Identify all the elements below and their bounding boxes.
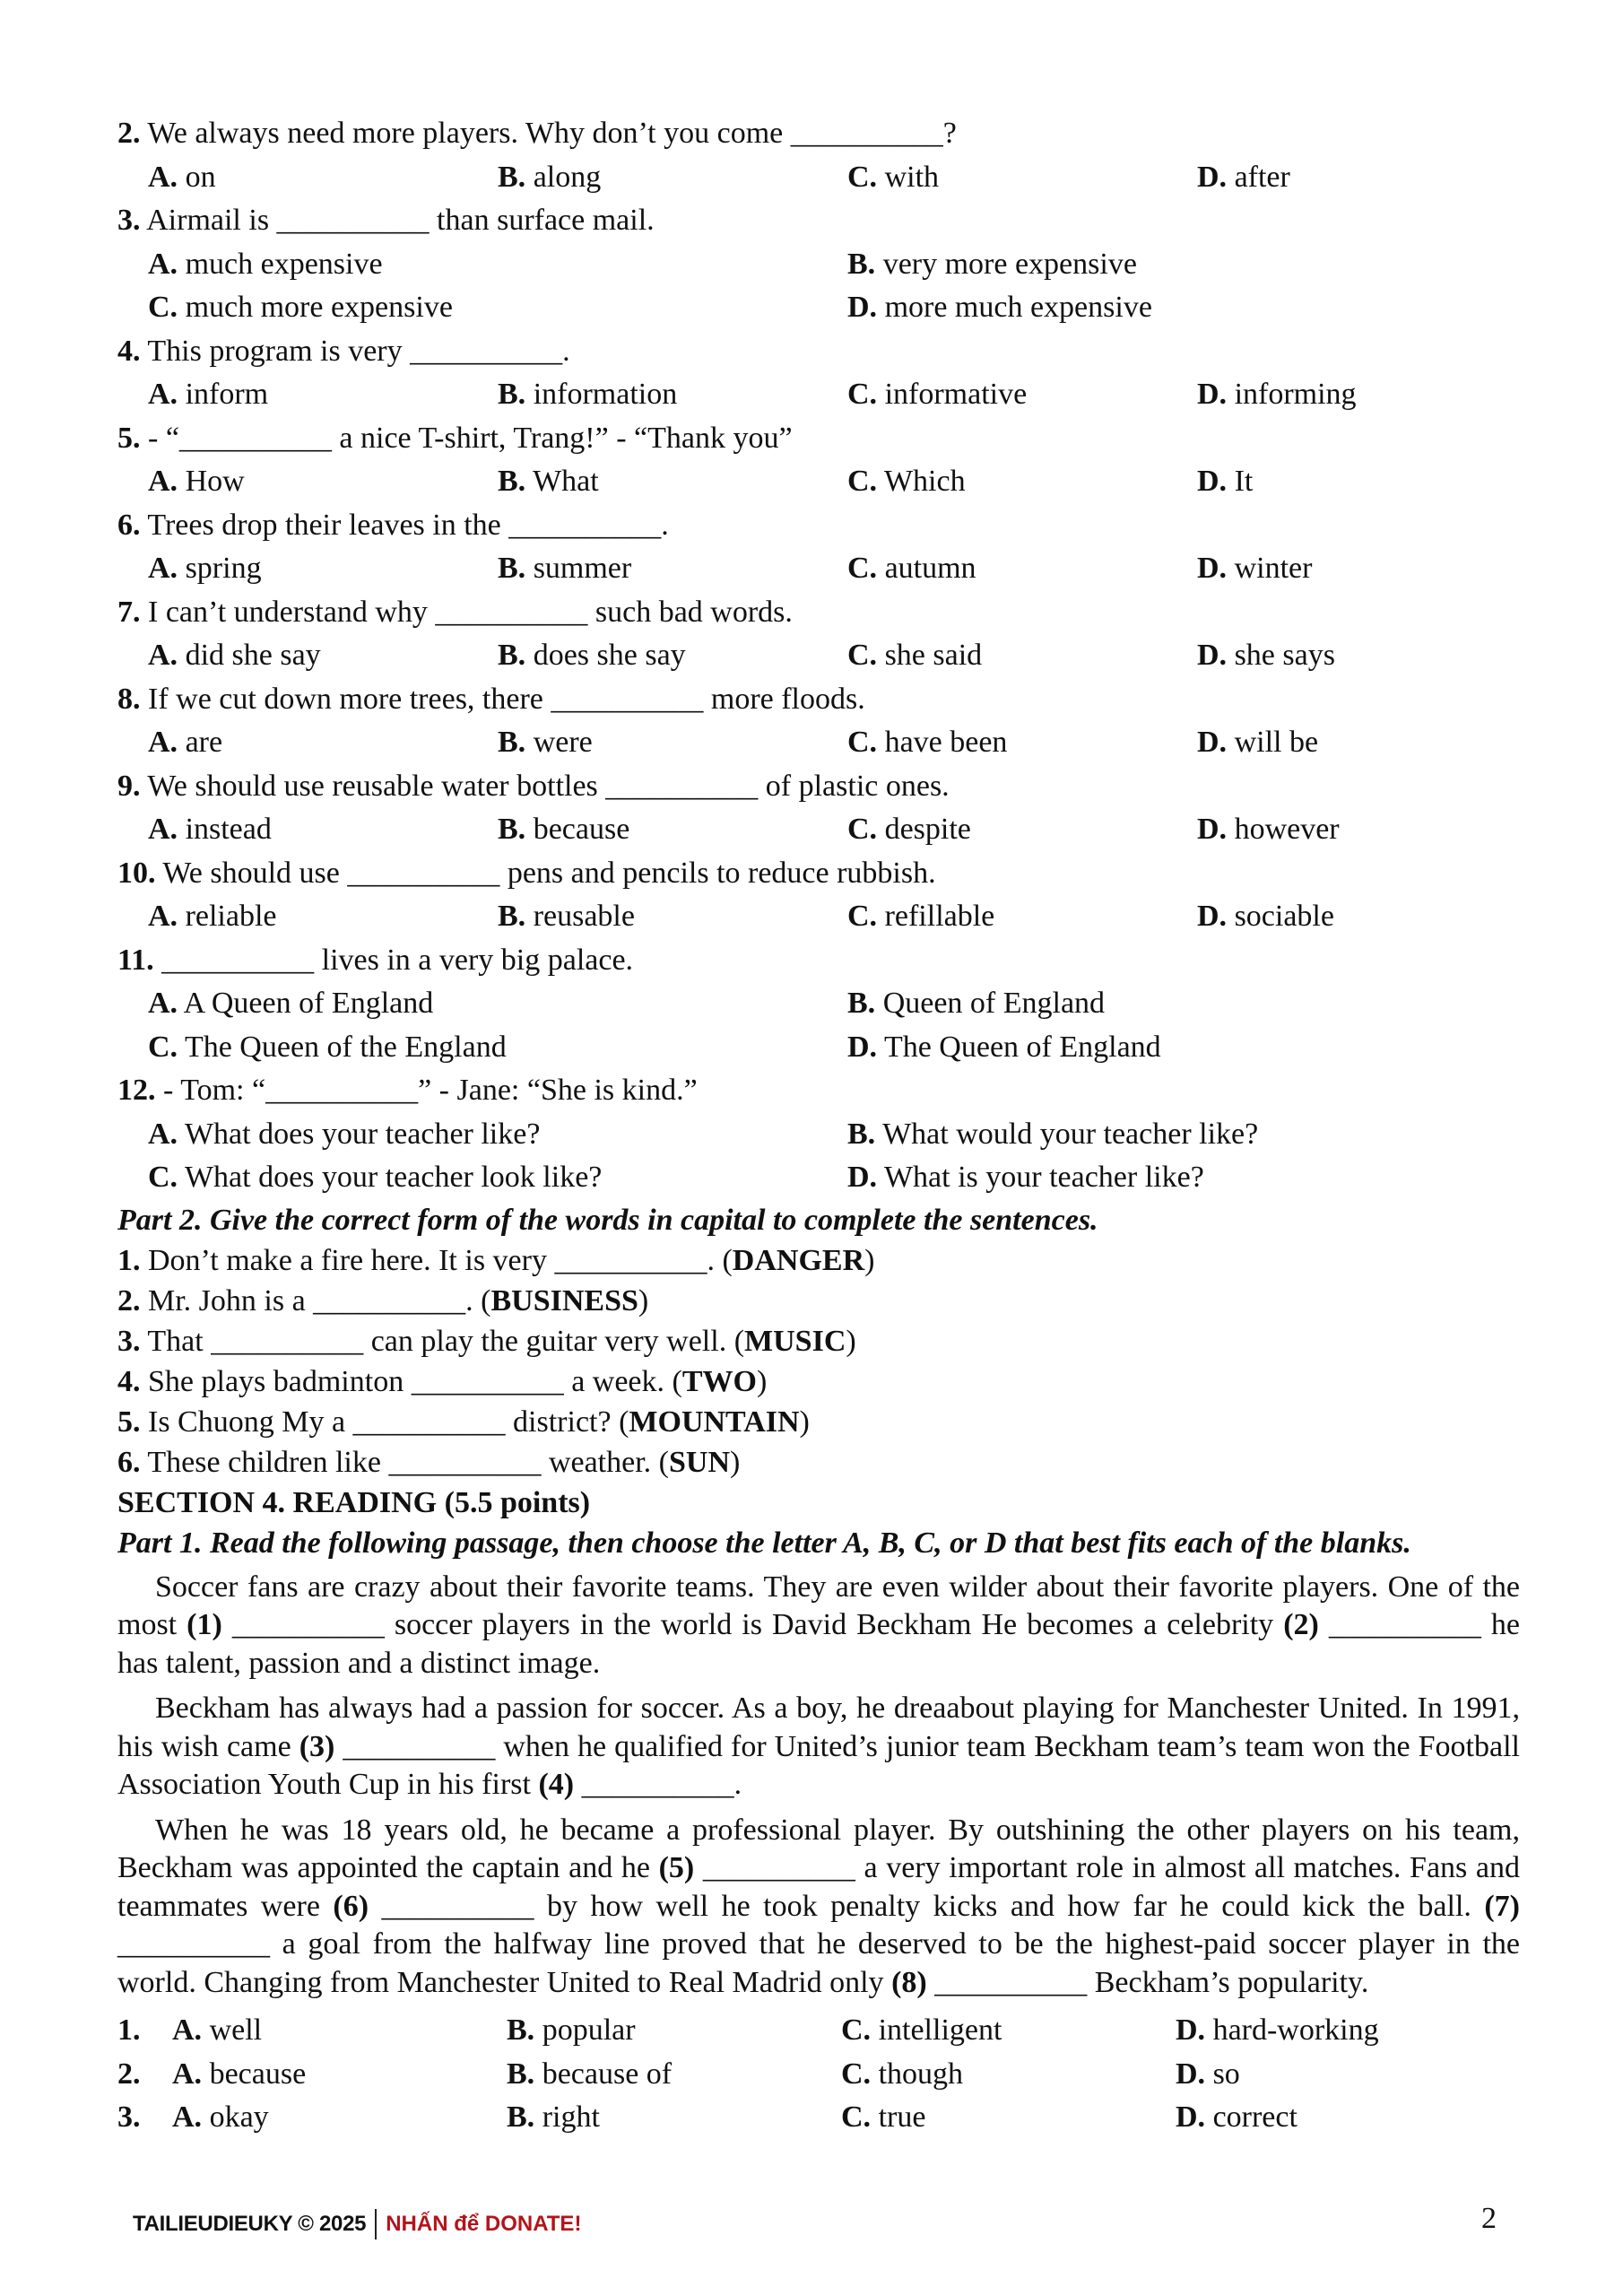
option-letter: D. bbox=[1197, 726, 1228, 759]
option-d: D. It bbox=[1197, 465, 1254, 498]
option-letter: A. bbox=[172, 2057, 203, 2091]
question-stem: 7. I can’t understand why __________ such bad words. bbox=[117, 595, 793, 629]
blank-number: (8) bbox=[891, 1965, 927, 1999]
option-a: A. are bbox=[148, 726, 223, 759]
option-letter: C. bbox=[148, 1161, 178, 1194]
option-c: C. with bbox=[847, 160, 940, 194]
option-letter: D. bbox=[847, 291, 878, 324]
option-letter: D. bbox=[1176, 2057, 1206, 2091]
option-letter: A. bbox=[148, 900, 178, 933]
option-a: A. much expensive bbox=[148, 247, 383, 281]
reading-question-row bbox=[117, 2053, 1520, 2097]
option-a: A. instead bbox=[148, 813, 272, 846]
option-letter: B. bbox=[507, 2100, 535, 2134]
capital-word: SUN bbox=[669, 1445, 731, 1479]
question-stem: 12. - Tom: “__________” - Jane: “She is kind.” bbox=[117, 1074, 698, 1107]
options-row bbox=[117, 547, 1520, 591]
option-c: C. though bbox=[841, 2057, 964, 2091]
option-a: A. well bbox=[172, 2013, 263, 2047]
question-stem: 3. Airmail is __________ than surface mail. bbox=[117, 204, 655, 237]
reading-part1-heading: Part 1. Read the following passage, then choose the letter A, B, C, or D that best fits each of the blanks. bbox=[117, 1526, 1411, 1560]
option-letter: C. bbox=[847, 639, 878, 672]
option-c: C. much more expensive bbox=[148, 291, 453, 324]
question-stem: 9. We should use reusable water bottles __________ of plastic ones. bbox=[117, 769, 950, 803]
option-a: A. because bbox=[172, 2057, 307, 2091]
option-b: B. summer bbox=[498, 552, 632, 585]
option-a: A. How bbox=[148, 465, 245, 498]
part2-items bbox=[117, 1240, 1520, 1483]
option-b: B. were bbox=[498, 726, 593, 759]
question-number: 8. bbox=[117, 682, 141, 716]
option-letter: A. bbox=[148, 552, 178, 585]
option-b: B. Queen of England bbox=[847, 987, 1106, 1020]
option-letter: A. bbox=[148, 465, 178, 498]
option-c: C. What does your teacher look like? bbox=[148, 1161, 603, 1194]
question-number: 1. bbox=[117, 2013, 141, 2047]
option-letter: B. bbox=[847, 1117, 876, 1151]
option-c: C. The Queen of the England bbox=[148, 1030, 507, 1064]
donate-link[interactable]: NHẤN để DONATE! bbox=[386, 2212, 582, 2236]
option-letter: D. bbox=[847, 1030, 878, 1064]
option-letter: B. bbox=[498, 160, 526, 194]
question-number: 6. bbox=[117, 508, 141, 542]
option-letter: A. bbox=[148, 987, 178, 1020]
blank-number: (1) bbox=[187, 1608, 222, 1641]
question-stem: 6. Trees drop their leaves in the __________. bbox=[117, 508, 669, 542]
option-d: D. so bbox=[1176, 2057, 1240, 2091]
option-letter: D. bbox=[1197, 813, 1228, 846]
question-number: 11. bbox=[117, 943, 154, 977]
option-letter: A. bbox=[148, 639, 178, 672]
option-d: D. will be bbox=[1197, 726, 1319, 759]
option-letter: A. bbox=[148, 247, 178, 281]
options-row bbox=[117, 721, 1520, 765]
word-form-item: 4. She plays badminton __________ a week. (TWO) bbox=[117, 1364, 768, 1398]
option-letter: C. bbox=[841, 2057, 872, 2091]
options-row bbox=[117, 373, 1520, 417]
option-b: B. because of bbox=[507, 2057, 673, 2091]
options-row bbox=[117, 982, 1520, 1026]
question-number: 12. bbox=[117, 1074, 156, 1107]
option-letter: B. bbox=[507, 2057, 535, 2091]
options-row bbox=[117, 1113, 1520, 1157]
word-form-item: 6. These children like __________ weather. (SUN) bbox=[117, 1445, 741, 1479]
option-letter: B. bbox=[498, 900, 526, 933]
option-letter: C. bbox=[847, 378, 878, 411]
option-c: C. true bbox=[841, 2100, 926, 2134]
item-number: 4. bbox=[117, 1364, 141, 1398]
question-stem: 2. We always need more players. Why don’t you come __________? bbox=[117, 117, 957, 150]
option-d: D. hard-working bbox=[1176, 2013, 1379, 2047]
reading-passage bbox=[117, 1569, 1520, 2003]
capital-word: BUSINESS bbox=[490, 1283, 638, 1318]
option-letter: D. bbox=[1197, 552, 1228, 585]
option-letter: B. bbox=[498, 726, 526, 759]
option-letter: A. bbox=[172, 2013, 203, 2047]
part1-questions bbox=[117, 112, 1520, 1200]
option-b: B. because bbox=[498, 813, 630, 846]
item-number: 2. bbox=[117, 1283, 141, 1318]
passage-paragraph: Soccer fans are crazy about their favorite teams. They are even wilder about their favorite players. One of the most (1) __________ soccer players in the world is David Beckham He becomes a celebrity (2) __________ he has talent, passion and a distinct image. bbox=[117, 1570, 1521, 1680]
word-form-item: 5. Is Chuong My a __________ district? (MOUNTAIN) bbox=[117, 1405, 810, 1439]
options-row bbox=[117, 895, 1520, 939]
item-number: 6. bbox=[117, 1445, 141, 1479]
option-letter: B. bbox=[498, 552, 526, 585]
option-letter: D. bbox=[1176, 2013, 1206, 2047]
option-b: B. along bbox=[498, 160, 602, 194]
blank-number: (3) bbox=[299, 1729, 335, 1763]
question-number: 5. bbox=[117, 421, 141, 455]
option-letter: C. bbox=[148, 291, 178, 324]
question-stem: 4. This program is very __________. bbox=[117, 334, 570, 368]
blank-number: (6) bbox=[333, 1889, 369, 1923]
option-letter: A. bbox=[148, 378, 178, 411]
option-d: D. What is your teacher like? bbox=[847, 1161, 1204, 1194]
question-stem: 8. If we cut down more trees, there __________ more floods. bbox=[117, 682, 865, 716]
word-form-item: 1. Don’t make a fire here. It is very __________. (DANGER) bbox=[117, 1243, 875, 1277]
passage-paragraph: When he was 18 years old, he became a professional player. By outshining the other players on his team, Beckham was appointed the captain and he (5) __________ a very important role in almost all matches. Fans and teammates were (6) __________ by how well he took penalty kicks and how far he could kick the ball. (7) __________ a goal from the halfway line proved that he deserved to be the highest-paid soccer player in the world. Changing from Manchester United to Real Madrid only (8) __________ Beckham’s popularity. bbox=[117, 1813, 1521, 1999]
option-letter: B. bbox=[847, 987, 876, 1020]
option-letter: A. bbox=[148, 726, 178, 759]
word-form-item: 3. That __________ can play the guitar very well. (MUSIC) bbox=[117, 1324, 856, 1358]
option-letter: D. bbox=[1197, 900, 1228, 933]
option-letter: D. bbox=[1197, 639, 1228, 672]
options-row bbox=[117, 286, 1520, 330]
option-d: D. she says bbox=[1197, 639, 1335, 672]
option-letter: B. bbox=[498, 465, 526, 498]
option-c: C. despite bbox=[847, 813, 971, 846]
capital-word: DANGER bbox=[732, 1243, 865, 1277]
question-number: 2. bbox=[117, 2057, 141, 2091]
options-row bbox=[117, 460, 1520, 504]
option-c: C. refillable bbox=[847, 900, 995, 933]
option-letter: C. bbox=[841, 2013, 872, 2047]
part2-heading: Part 2. Give the correct form of the words in capital to complete the sentences. bbox=[117, 1203, 1098, 1237]
question-number: 7. bbox=[117, 595, 141, 629]
blank-number: (2) bbox=[1283, 1608, 1319, 1641]
option-a: A. on bbox=[148, 160, 216, 194]
option-letter: C. bbox=[847, 465, 878, 498]
option-letter: C. bbox=[847, 726, 878, 759]
option-letter: B. bbox=[498, 378, 526, 411]
option-letter: A. bbox=[148, 813, 178, 846]
question-stem: 11. __________ lives in a very big palace. bbox=[117, 943, 634, 977]
option-letter: C. bbox=[841, 2100, 872, 2134]
option-a: A. reliable bbox=[148, 900, 277, 933]
option-b: B. right bbox=[507, 2100, 600, 2134]
option-d: D. more much expensive bbox=[847, 291, 1152, 324]
option-a: A. What does your teacher like? bbox=[148, 1117, 541, 1151]
reading-question-row bbox=[117, 2096, 1520, 2140]
option-c: C. autumn bbox=[847, 552, 976, 585]
blank-number: (4) bbox=[538, 1768, 575, 1801]
option-d: D. The Queen of England bbox=[847, 1030, 1161, 1064]
section4-title: SECTION 4. READING (5.5 points) bbox=[117, 1485, 591, 1519]
question-number: 3. bbox=[117, 204, 141, 237]
option-letter: C. bbox=[847, 900, 878, 933]
option-d: D. informing bbox=[1197, 378, 1357, 411]
footer-brand: TAILIEUDIEUKY © 2025 bbox=[133, 2212, 367, 2236]
option-letter: B. bbox=[498, 639, 526, 672]
capital-word: MUSIC bbox=[744, 1324, 846, 1358]
option-b: B. information bbox=[498, 378, 678, 411]
reading-questions bbox=[117, 2009, 1520, 2140]
question-number: 10. bbox=[117, 856, 156, 890]
option-letter: B. bbox=[507, 2013, 535, 2047]
option-c: C. informative bbox=[847, 378, 1028, 411]
option-letter: C. bbox=[148, 1030, 178, 1064]
options-row bbox=[117, 156, 1520, 200]
options-row bbox=[117, 634, 1520, 678]
option-d: D. however bbox=[1197, 813, 1340, 846]
option-letter: D. bbox=[1176, 2100, 1206, 2134]
question-stem: 10. We should use __________ pens and pencils to reduce rubbish. bbox=[117, 856, 936, 890]
option-a: A. A Queen of England bbox=[148, 987, 434, 1020]
word-form-item: 2. Mr. John is a __________. (BUSINESS) bbox=[117, 1283, 649, 1318]
blank-number: (7) bbox=[1484, 1889, 1520, 1923]
option-letter: C. bbox=[847, 160, 878, 194]
page-number: 2 bbox=[1481, 2202, 1497, 2235]
option-letter: D. bbox=[1197, 465, 1228, 498]
item-number: 3. bbox=[117, 1324, 141, 1358]
footer bbox=[133, 2208, 581, 2240]
question-number: 3. bbox=[117, 2100, 141, 2134]
option-d: D. after bbox=[1197, 160, 1290, 194]
option-letter: C. bbox=[847, 813, 878, 846]
options-row bbox=[117, 1156, 1520, 1200]
item-number: 5. bbox=[117, 1405, 141, 1439]
option-letter: D. bbox=[847, 1161, 878, 1194]
reading-question-row bbox=[117, 2009, 1520, 2053]
option-letter: D. bbox=[1197, 378, 1228, 411]
question-number: 4. bbox=[117, 334, 141, 368]
option-c: C. Which bbox=[847, 465, 966, 498]
question-number: 2. bbox=[117, 117, 141, 150]
document-page bbox=[117, 112, 1520, 2140]
passage-paragraph: Beckham has always had a passion for soccer. As a boy, he dreaabout playing for Manchester United. In 1991, his wish came (3) __________ when he qualified for United’s junior team Beckham team’s team won the Football Association Youth Cup in his first (4) __________. bbox=[117, 1692, 1520, 1801]
option-b: B. reusable bbox=[498, 900, 635, 933]
footer-divider bbox=[375, 2209, 377, 2239]
blank-number: (5) bbox=[658, 1851, 695, 1884]
option-letter: D. bbox=[1197, 160, 1228, 194]
capital-word: MOUNTAIN bbox=[629, 1405, 800, 1439]
question-number: 9. bbox=[117, 769, 141, 803]
option-d: D. winter bbox=[1197, 552, 1313, 585]
capital-word: TWO bbox=[681, 1364, 757, 1398]
item-number: 1. bbox=[117, 1243, 141, 1277]
option-b: B. very more expensive bbox=[847, 247, 1137, 281]
option-c: C. intelligent bbox=[841, 2013, 1002, 2047]
question-stem: 5. - “__________ a nice T-shirt, Trang!” - “Thank you” bbox=[117, 421, 793, 455]
options-row bbox=[117, 243, 1520, 287]
option-b: B. does she say bbox=[498, 639, 686, 672]
option-d: D. sociable bbox=[1197, 900, 1334, 933]
option-b: B. What bbox=[498, 465, 599, 498]
option-letter: B. bbox=[498, 813, 526, 846]
option-a: A. inform bbox=[148, 378, 269, 411]
option-a: A. did she say bbox=[148, 639, 321, 672]
option-letter: A. bbox=[172, 2100, 203, 2134]
option-c: C. she said bbox=[847, 639, 983, 672]
option-a: A. okay bbox=[172, 2100, 269, 2134]
options-row bbox=[117, 1026, 1520, 1070]
option-a: A. spring bbox=[148, 552, 262, 585]
option-letter: A. bbox=[148, 1117, 178, 1151]
options-row bbox=[117, 808, 1520, 852]
option-b: B. What would your teacher like? bbox=[847, 1117, 1259, 1151]
option-c: C. have been bbox=[847, 726, 1008, 759]
option-letter: A. bbox=[148, 160, 178, 194]
option-d: D. correct bbox=[1176, 2100, 1298, 2134]
option-letter: C. bbox=[847, 552, 878, 585]
option-b: B. popular bbox=[507, 2013, 636, 2047]
option-letter: B. bbox=[847, 247, 876, 281]
